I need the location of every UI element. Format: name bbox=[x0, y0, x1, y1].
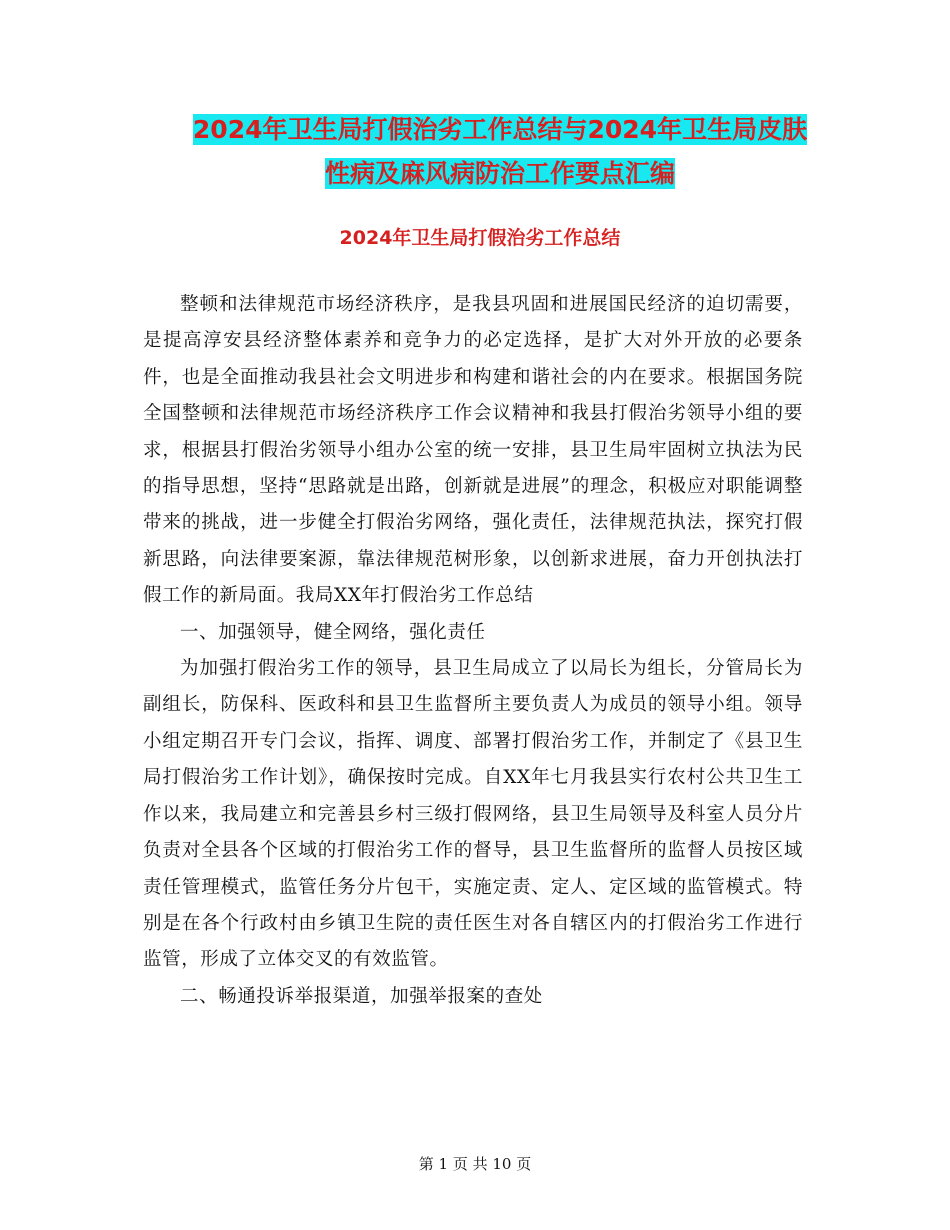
document-body bbox=[143, 287, 803, 1015]
title-highlight-2: 性病及麻风病防治工作要点汇编 bbox=[324, 159, 675, 188]
paragraph-heading-1: 一、加强领导，健全网络，强化责任 bbox=[180, 621, 486, 643]
page-number-footer: 第 1 页 共 10 页 bbox=[418, 1155, 532, 1173]
paragraph-heading-2: 二、畅通投诉举报渠道，加强举报案的查处 bbox=[180, 985, 543, 1007]
paragraph-leadership: 为加强打假治劣工作的领导，县卫生局成立了以局长为组长，分管局长为副组长，防保科、医政科和县卫生监督所主要负责人为成员的领导小组。领导小组定期召开专门会议，指挥、调度、部署打假治劣工作，并制定了《县卫生局打假治劣工作计划》，确保按时完成。自XX年七月我县实行农村公共卫生工作以来，我局建立和完善县乡村三级打假网络，县卫生局领导及科室人员分片负责对全县各个区域的打假治劣工作的督导，县卫生监督所的监督人员按区域责任管理模式，监管任务分片包干，实施定责、定人、定区域的监管模式。特别是在各个行政村由乡镇卫生院的责任医生对各自辖区内的打假治劣工作进行监管，形成了立体交叉的有效监管。 bbox=[143, 658, 803, 971]
paragraph-intro: 整顿和法律规范市场经济秩序，是我县巩固和进展国民经济的迫切需要，是提高淳安县经济整体素养和竞争力的必定选择，是扩大对外开放的必要条件，也是全面推动我县社会文明进步和构建和谐社会的内在要求。根据国务院全国整顿和法律规范市场经济秩序工作会议精神和我县打假治劣领导小组的要求，根据县打假治劣领导小组办公室的统一安排，县卫生局牢固树立执法为民的指导思想，坚持“思路就是出路，创新就是进展”的理念，积极应对职能调整带来的挑战，进一步健全打假治劣网络，强化责任，法律规范执法，探究打假新思路，向法律要案源，靠法律规范树形象，以创新求进展，奋力开创执法打假工作的新局面。我局XX年打假治劣工作总结 bbox=[143, 294, 803, 607]
document-title-line-1 bbox=[140, 108, 860, 152]
document-title-line-2 bbox=[140, 152, 860, 196]
section-heading: 2024年卫生局打假治劣工作总结 bbox=[339, 227, 621, 249]
title-highlight-1: 2024年卫生局打假治劣工作总结与2024年卫生局皮肤 bbox=[192, 115, 808, 144]
